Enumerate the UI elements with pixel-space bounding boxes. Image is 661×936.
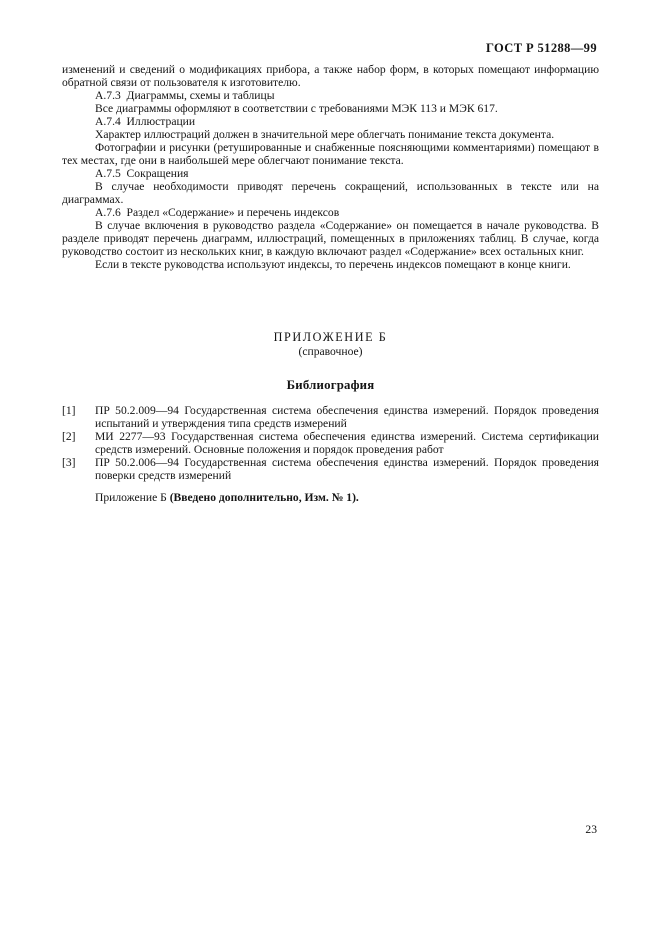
paragraph: Все диаграммы оформляют в соответствии с требованиями МЭК 113 и МЭК 617. <box>95 102 498 115</box>
appendix-title: ПРИЛОЖЕНИЕ Б <box>273 330 388 344</box>
page-content <box>62 63 599 504</box>
bibliography-title: Библиография <box>286 378 375 392</box>
paragraph: В случае необходимости приводят перечень сокращений, использованных в тексте или на диаграммах. <box>62 180 599 206</box>
paragraph-continuation: изменений и сведений о модификациях прибора, а также набор форм, в которых помещают информацию обратной связи от пользователя к изготовителю. <box>62 63 599 89</box>
standard-number-header: ГОСТ Р 51288—99 <box>485 41 597 55</box>
bibliography-item <box>62 456 599 482</box>
section-heading-a7-5: А.7.5 Сокращения <box>95 167 189 180</box>
bibliography-list <box>62 404 599 482</box>
section-heading-a7-4: А.7.4 Иллюстрации <box>95 115 196 128</box>
appendix-subtitle: (справочное) <box>298 345 363 358</box>
paragraph: Фотографии и рисунки (ретушированные и снабженные поясняющими комментариями) помещают в тех местах, где они в наибольшей мере облегчают понимание текста. <box>62 141 599 167</box>
amendment-note-bold: (Введено дополнительно, Изм. № 1). <box>169 491 359 504</box>
bibliography-item-number: [3] <box>62 456 76 469</box>
paragraph: Характер иллюстраций должен в значительной мере облегчать понимание текста документа. <box>95 128 555 141</box>
bibliography-item-number: [1] <box>62 404 76 417</box>
bibliography-item-number: [2] <box>62 430 76 443</box>
section-heading-a7-3: А.7.3 Диаграммы, схемы и таблицы <box>95 89 275 102</box>
bibliography-item-text: МИ 2277—93 Государственная система обеспечения единства измерений. Система сертификации средств измерений. Основные положения и порядок проведения работ <box>95 430 599 456</box>
page-number: 23 <box>585 823 597 836</box>
paragraph: В случае включения в руководство раздела «Содержание» он помещается в начале руководства. В разделе приводят перечень диаграмм, иллюстраций, помещенных в приложениях таблиц. В случае, когда руководство состоит из нескольких книг, в каждую включают раздел «Содержание» всех остальных книг. <box>62 219 599 258</box>
bibliography-item-text: ПР 50.2.009—94 Государственная система обеспечения единства измерений. Порядок проведения испытаний и утверждения типа средств измерений <box>95 404 599 430</box>
bibliography-item-text: ПР 50.2.006—94 Государственная система обеспечения единства измерений. Порядок проведения поверки средств измерений <box>95 456 599 482</box>
bibliography-item <box>62 404 599 430</box>
bibliography-item <box>62 430 599 456</box>
amendment-note <box>62 491 599 504</box>
section-heading-a7-6: А.7.6 Раздел «Содержание» и перечень индексов <box>95 206 340 219</box>
paragraph: Если в тексте руководства используют индексы, то перечень индексов помещают в конце книги. <box>95 258 571 271</box>
amendment-note-regular: Приложение Б <box>95 491 170 504</box>
